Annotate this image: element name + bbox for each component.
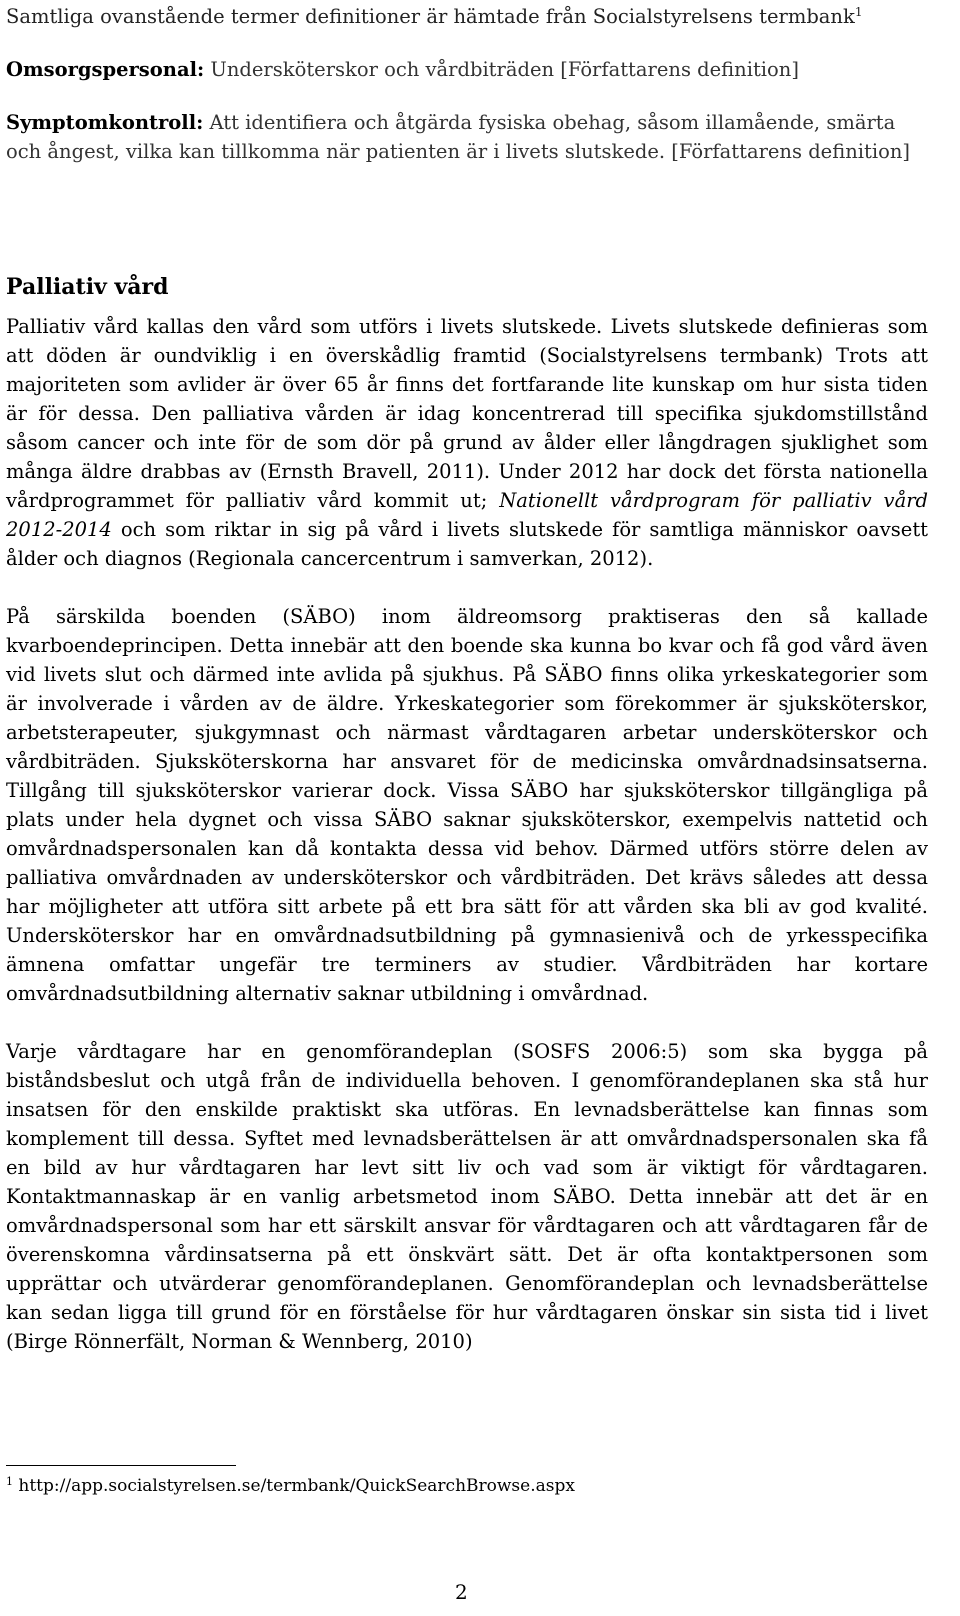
header-note: Samtliga ovanstående termer definitioner är hämtade från Socialstyrelsens termbank$^1$ <box>6 5 863 28</box>
page-number: 2 <box>455 1580 468 1604</box>
footnote-ref: 1 <box>854 5 863 19</box>
definition-symptomkontroll <box>6 108 928 166</box>
definition-text: Undersköterskor och vårdbiträden [Författarens definition] <box>204 58 799 81</box>
book-title: Nationellt vårdprogram för palliativ vård 2012-2014 <box>6 489 929 541</box>
footnote-divider <box>6 1465 236 1466</box>
paragraph-2: På särskilda boenden (SÄBO) inom äldreomsorg praktiseras den så kallade kvarboendeprincipen. Detta innebär att den boende ska kunna bo kvar och få god vård även vid livets slut och därmed inte avlida på sjukhus. På SÄBO finns olika yrkeskategorier som är involverade i vården av de äldre. Yrkeskategorier som förekommer är sjuksköterskor, arbetsterapeuter, sjukgymnast och närmast vårdtagaren arbetar undersköterskor och vårdbiträden. Sjuksköterskorna har ansvaret för de medicinska omvårdnadsinsatserna. Tillgång till sjuksköterskor varierar dock. Vissa SÄBO har sjuksköterskor tillgängliga på plats under hela dygnet och vissa SÄBO saknar sjuksköterskor, exempelvis nattetid och omvårdnadspersonalen kan då kontakta dessa vid behov. Därmed utförs större delen av palliativa omvårdnaden av undersköterskor och vårdbiträden. Det krävs således att dessa har möjligheter att utföra sitt arbete på ett bra sätt för att vården ska bli av god kvalité. Undersköterskor har en omvårdnadsutbildning på gymnasienivå och de yrkesspecifika ämnena omfattar ungefär tre terminers av studier. Vårdbiträden har kortare omvårdnadsutbildning alternativ saknar utbildning i omvårdnad. <box>6 605 928 1005</box>
document-page <box>6 0 928 1356</box>
definition-omsorgspersonal <box>6 55 928 84</box>
paragraph-3: Varje vårdtagare har en genomförandeplan (SOSFS 2006:5) som ska bygga på biståndsbeslut och utgå från de individuella behoven. I genomförandeplanen ska stå hur insatsen för den enskilde praktiskt ska utföras. En levnadsberättelse kan finnas som komplement till dessa. Syftet med levnadsberättelsen är att omvårdnadspersonalen ska få en bild av hur vårdtagaren har levt sitt liv och vad som är viktigt för vårdtagaren. Kontaktmannaskap är en vanlig arbetsmetod inom SÄBO. Detta innebär att det är en omvårdnadspersonal som har ett särskilt ansvar för vårdtagaren och att vårdtagaren får de överenskomna vårdinsatserna på ett önskvärt sätt. Det är ofta kontaktpersonen som upprättar och utvärderar genomförandeplanen. Genomförandeplan och levnadsberättelse kan sedan ligga till grund för en förståelse för hur vårdtagaren önskar sin sista tid i livet (Birge Rönnerfält, Norman & Wennberg, 2010) <box>6 1040 928 1353</box>
definition-text: Att identifiera och åtgärda fysiska obehag, såsom illamående, smärta och ångest, vilka kan tillkomma när patienten är i livets slutskede. [Författarens definition] <box>6 111 910 163</box>
footnote-link[interactable]: http://app.socialstyrelsen.se/termbank/QuickSearchBrowse.aspx <box>13 1476 575 1496</box>
section-heading: Palliativ vård <box>6 274 169 300</box>
footnote-number: 1 <box>6 1475 13 1488</box>
definition-term: Omsorgspersonal: <box>6 58 205 81</box>
paragraph-1: Palliativ vård kallas den vård som utförs i livets slutskede. Livets slutskede definieras som att döden är oundviklig i en överskådlig framtid (Socialstyrelsens termbank) Trots att majoriteten som avlider är över 65 år finns det fortfarande lite kunskap om hur sista tiden är för dessa. Den palliativa vården är idag koncentrerad till specifika sjukdomstillstånd såsom cancer och inte för de som dör på grund av ålder eller långdragen sjuklighet som många äldre drabbas av (Ernsth Bravell, 2011). Under 2012 har dock det första nationella vårdprogrammet för palliativ vård kommit ut; Nationellt vårdprogram för palliativ vård 2012-2014 och som riktar in sig på vård i livets slutskede för samtliga människor oavsett ålder och diagnos (Regionala cancercentrum i samverkan, 2012). <box>6 315 929 570</box>
footnote <box>6 1474 575 1498</box>
definition-term: Symptomkontroll: <box>6 111 204 134</box>
